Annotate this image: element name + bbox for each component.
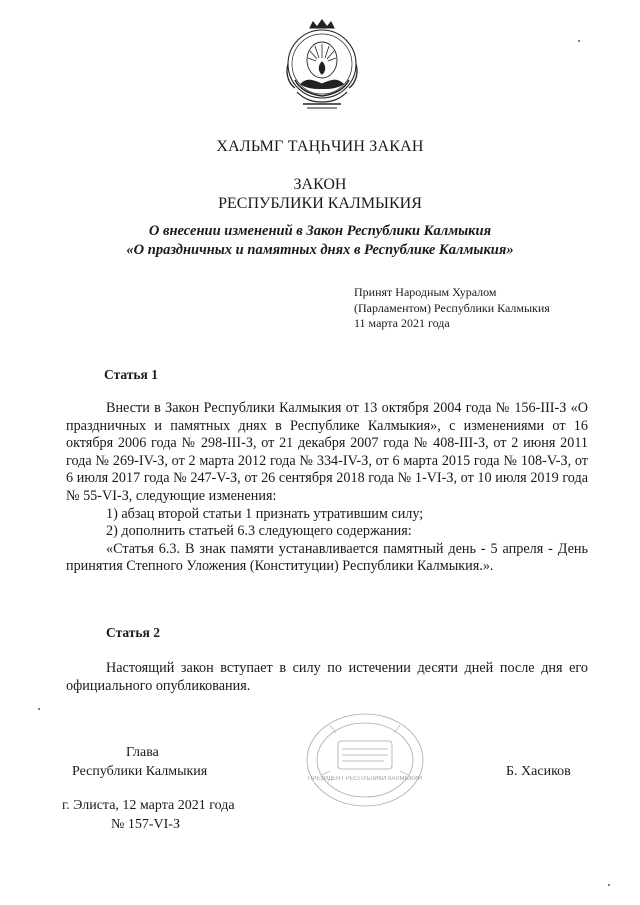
kalmykia-emblem-icon [277,18,367,114]
subtitle-line-1: О внесении изменений в Закон Республики Калмыкия [148,223,492,239]
article-2-body [66,660,588,695]
republic-title: РЕСПУБЛИКИ КАЛМЫКИЯ [218,195,422,212]
law-number: № 157-VI-З [111,817,180,832]
kalmyk-title: ХАЛЬМГ ТАҢҺЧИН ЗАКАН [216,138,424,155]
adoption-note [354,285,550,332]
article-1-quote: «Статья 6.3. В знак памяти устанавливается памятный день - 5 апреля - День принятия Степного Уложения (Конституции) Республики Калмыкия.». [66,540,588,575]
article-1-intro: Внести в Закон Республики Калмыкия от 13 октября 2004 года № 156-III-З «О праздничных и памятных днях в Республике Калмыкия», с изменениями от 16 октября 2006 года № 298-III-З, от 21 декабря 2007 года № 408-III-З, от 2 июня 2011 года № 269-IV-З, от 2 марта 2012 года № 334-IV-З, от 6 марта 2015 года № 108-V-З, от 6 июля 2017 года № 247-V-З, от 26 сентября 2018 года № 1-VI-З, от 10 июля 2019 года № 55-VI-З, следующие изменения: [66,400,588,504]
adoption-line-2: (Парламентом) Республики Калмыкия [354,300,550,315]
stamp-lettering: ПРЕЗИДЕНТ РЕСПУБЛИКИ КАЛМЫКИЯ [308,776,422,782]
article-2-text: Настоящий закон вступает в силу по истечении десяти дней после дня его официального опубликования. [66,660,588,694]
scan-speck [38,708,40,710]
scan-speck [608,884,610,886]
signatory-name: Б. Хасиков [506,764,571,779]
scan-speck [578,40,580,42]
article-2-title: Статья 2 [106,625,160,640]
article-1-item-2: 2) дополнить статьей 6.3 следующего содержания: [106,523,412,540]
subtitle-line-2: «О праздничных и памятных днях в Республике Калмыкия» [126,242,514,258]
place-date: г. Элиста, 12 марта 2021 года [62,798,235,813]
article-1-title: Статья 1 [104,367,158,382]
adoption-date: 11 марта 2021 года [354,316,450,330]
article-1-body [66,400,588,576]
signatory-role-line-2: Республики Калмыкия [72,764,208,779]
official-seal-stamp [300,705,430,810]
adoption-line-1: Принят Народным Хуралом [354,285,497,299]
article-1-item-1: 1) абзац второй статьи 1 признать утратившим силу; [106,505,424,522]
doc-type: ЗАКОН [293,176,347,193]
signatory-role-line-1: Глава [126,745,159,760]
